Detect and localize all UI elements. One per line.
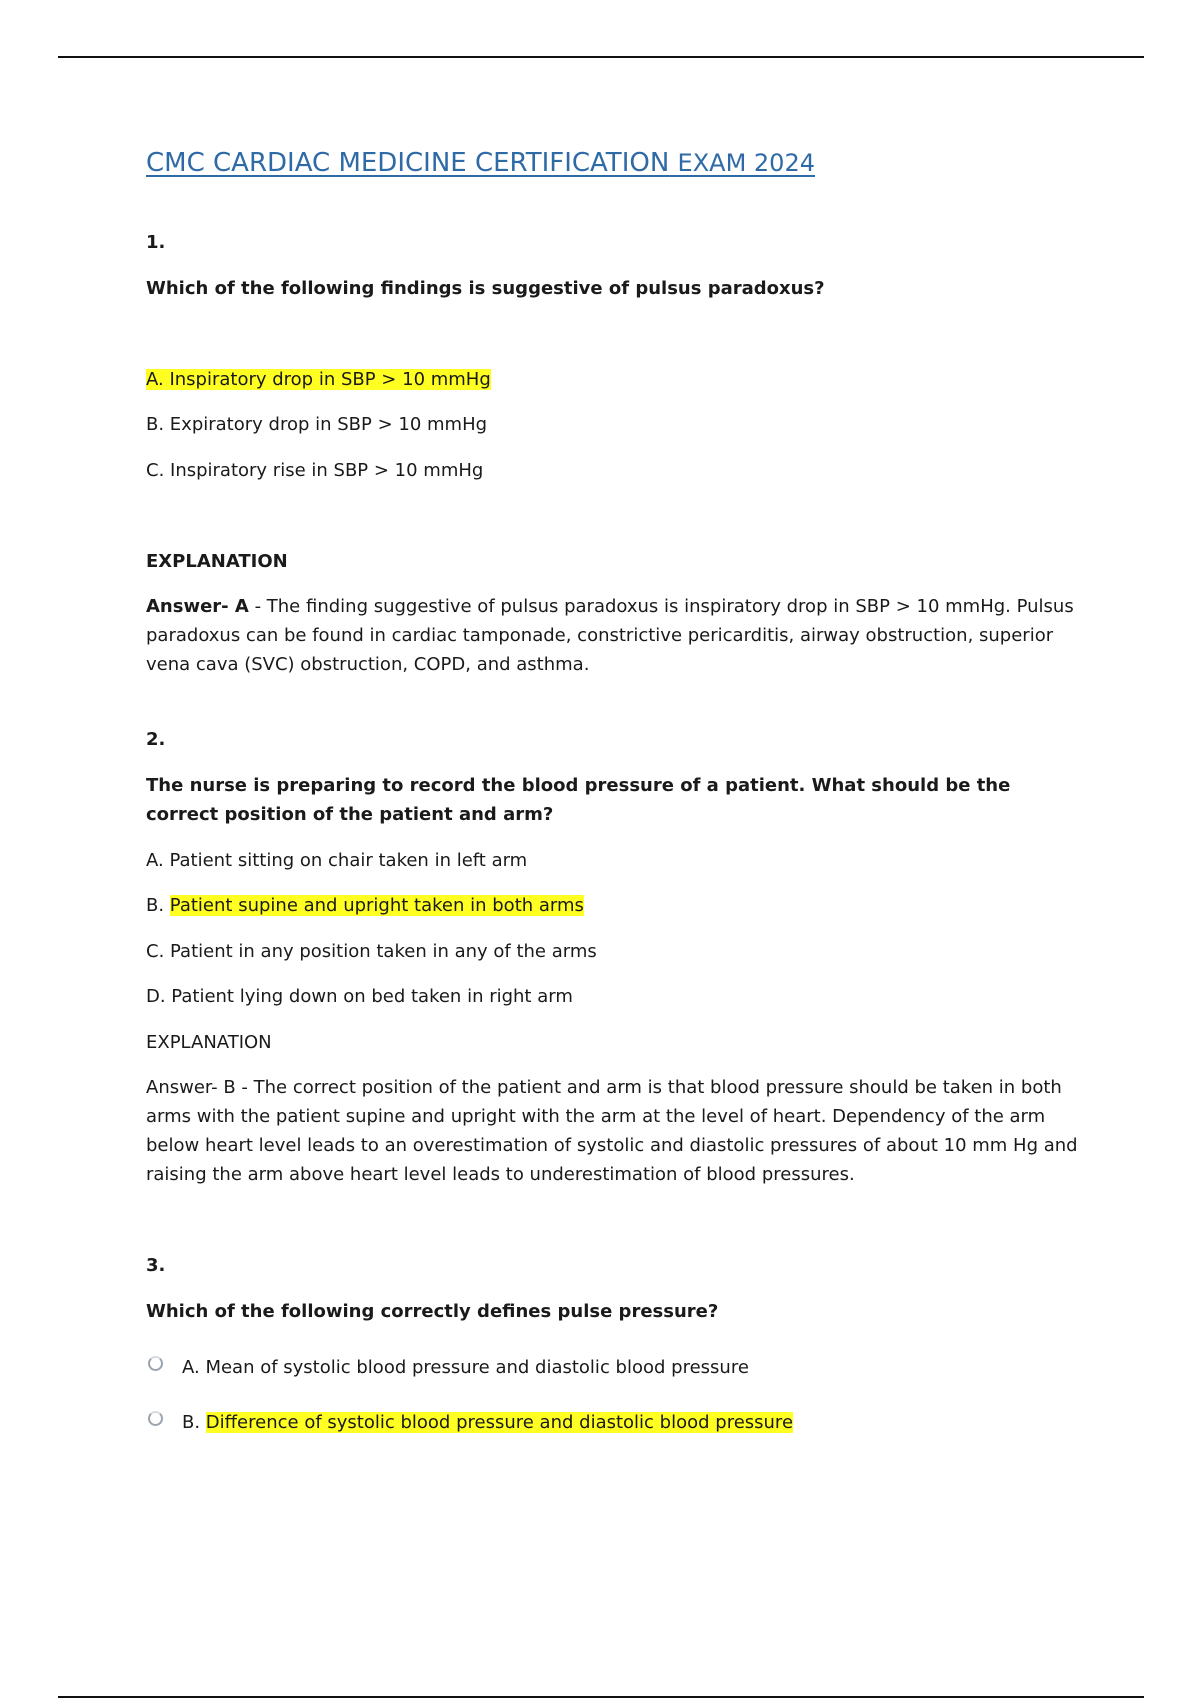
radio-icon[interactable]	[148, 1411, 163, 1426]
q2-option-d: D. Patient lying down on bed taken in right arm	[146, 986, 573, 1007]
q3-number: 3.	[146, 1255, 166, 1276]
bottom-rule	[58, 1696, 1144, 1698]
q2-option-a: A. Patient sitting on chair taken in left arm	[146, 850, 528, 871]
q2-option-b	[146, 891, 584, 920]
q1-option-b: B. Expiratory drop in SBP > 10 mmHg	[146, 414, 488, 435]
q2-number: 2.	[146, 729, 166, 750]
q1-explanation-text: - The finding suggestive of pulsus paradoxus is inspiratory drop in SBP > 10 mmHg. Pulsus paradoxus can be found in cardiac tamponade, constrictive pericarditis, airway obstruction, superior vena cava (SVC) obstruction, COPD, and asthma.	[146, 596, 1074, 675]
q2-option-b-highlight: Patient supine and upright taken in both arms	[169, 895, 584, 916]
q1-number: 1.	[146, 232, 166, 253]
page-title	[146, 148, 815, 178]
q1-explanation	[146, 592, 1086, 679]
q3-text: Which of the following correctly defines pulse pressure?	[146, 1301, 719, 1322]
q1-text: Which of the following findings is suggestive of pulsus paradoxus?	[146, 278, 825, 299]
q1-option-a-highlight: A. Inspiratory drop in SBP > 10 mmHg	[146, 369, 491, 390]
radio-icon[interactable]	[148, 1356, 163, 1371]
q2-option-c: C. Patient in any position taken in any of the arms	[146, 941, 597, 962]
q2-explanation-heading: EXPLANATION	[146, 1032, 272, 1053]
q2-text: The nurse is preparing to record the blood pressure of a patient. What should be the correct position of the patient and arm?	[146, 775, 1011, 825]
q3-option-b-highlight: Difference of systolic blood pressure and diastolic blood pressure	[205, 1412, 794, 1433]
q3-option-a[interactable]	[146, 1353, 749, 1382]
q1-option-c: C. Inspiratory rise in SBP > 10 mmHg	[146, 460, 484, 481]
q2-option-b-prefix: B.	[146, 895, 170, 916]
top-rule	[58, 56, 1144, 58]
q1-option-a	[146, 365, 491, 394]
q1-explanation-heading: EXPLANATION	[146, 551, 288, 572]
q3-option-a-label: A. Mean of systolic blood pressure and diastolic blood pressure	[182, 1357, 749, 1378]
q3-option-b-prefix: B.	[182, 1412, 206, 1433]
q2-explanation: Answer- B - The correct position of the patient and arm is that blood pressure should be taken in both arms with the patient supine and upright with the arm at the level of heart. Dependency of the arm below heart level leads to an overestimation of systolic and diastolic pressures of about 10 mm Hg and raising the arm above heart level leads to underestimation of blood pressures.	[146, 1077, 1078, 1185]
title-tail: EXAM 2024	[677, 149, 815, 177]
q1-answer-label: Answer- A	[146, 596, 249, 617]
q3-option-b[interactable]	[146, 1408, 793, 1437]
title-main: CMC CARDIAC MEDICINE CERTIFICATION	[146, 148, 670, 178]
